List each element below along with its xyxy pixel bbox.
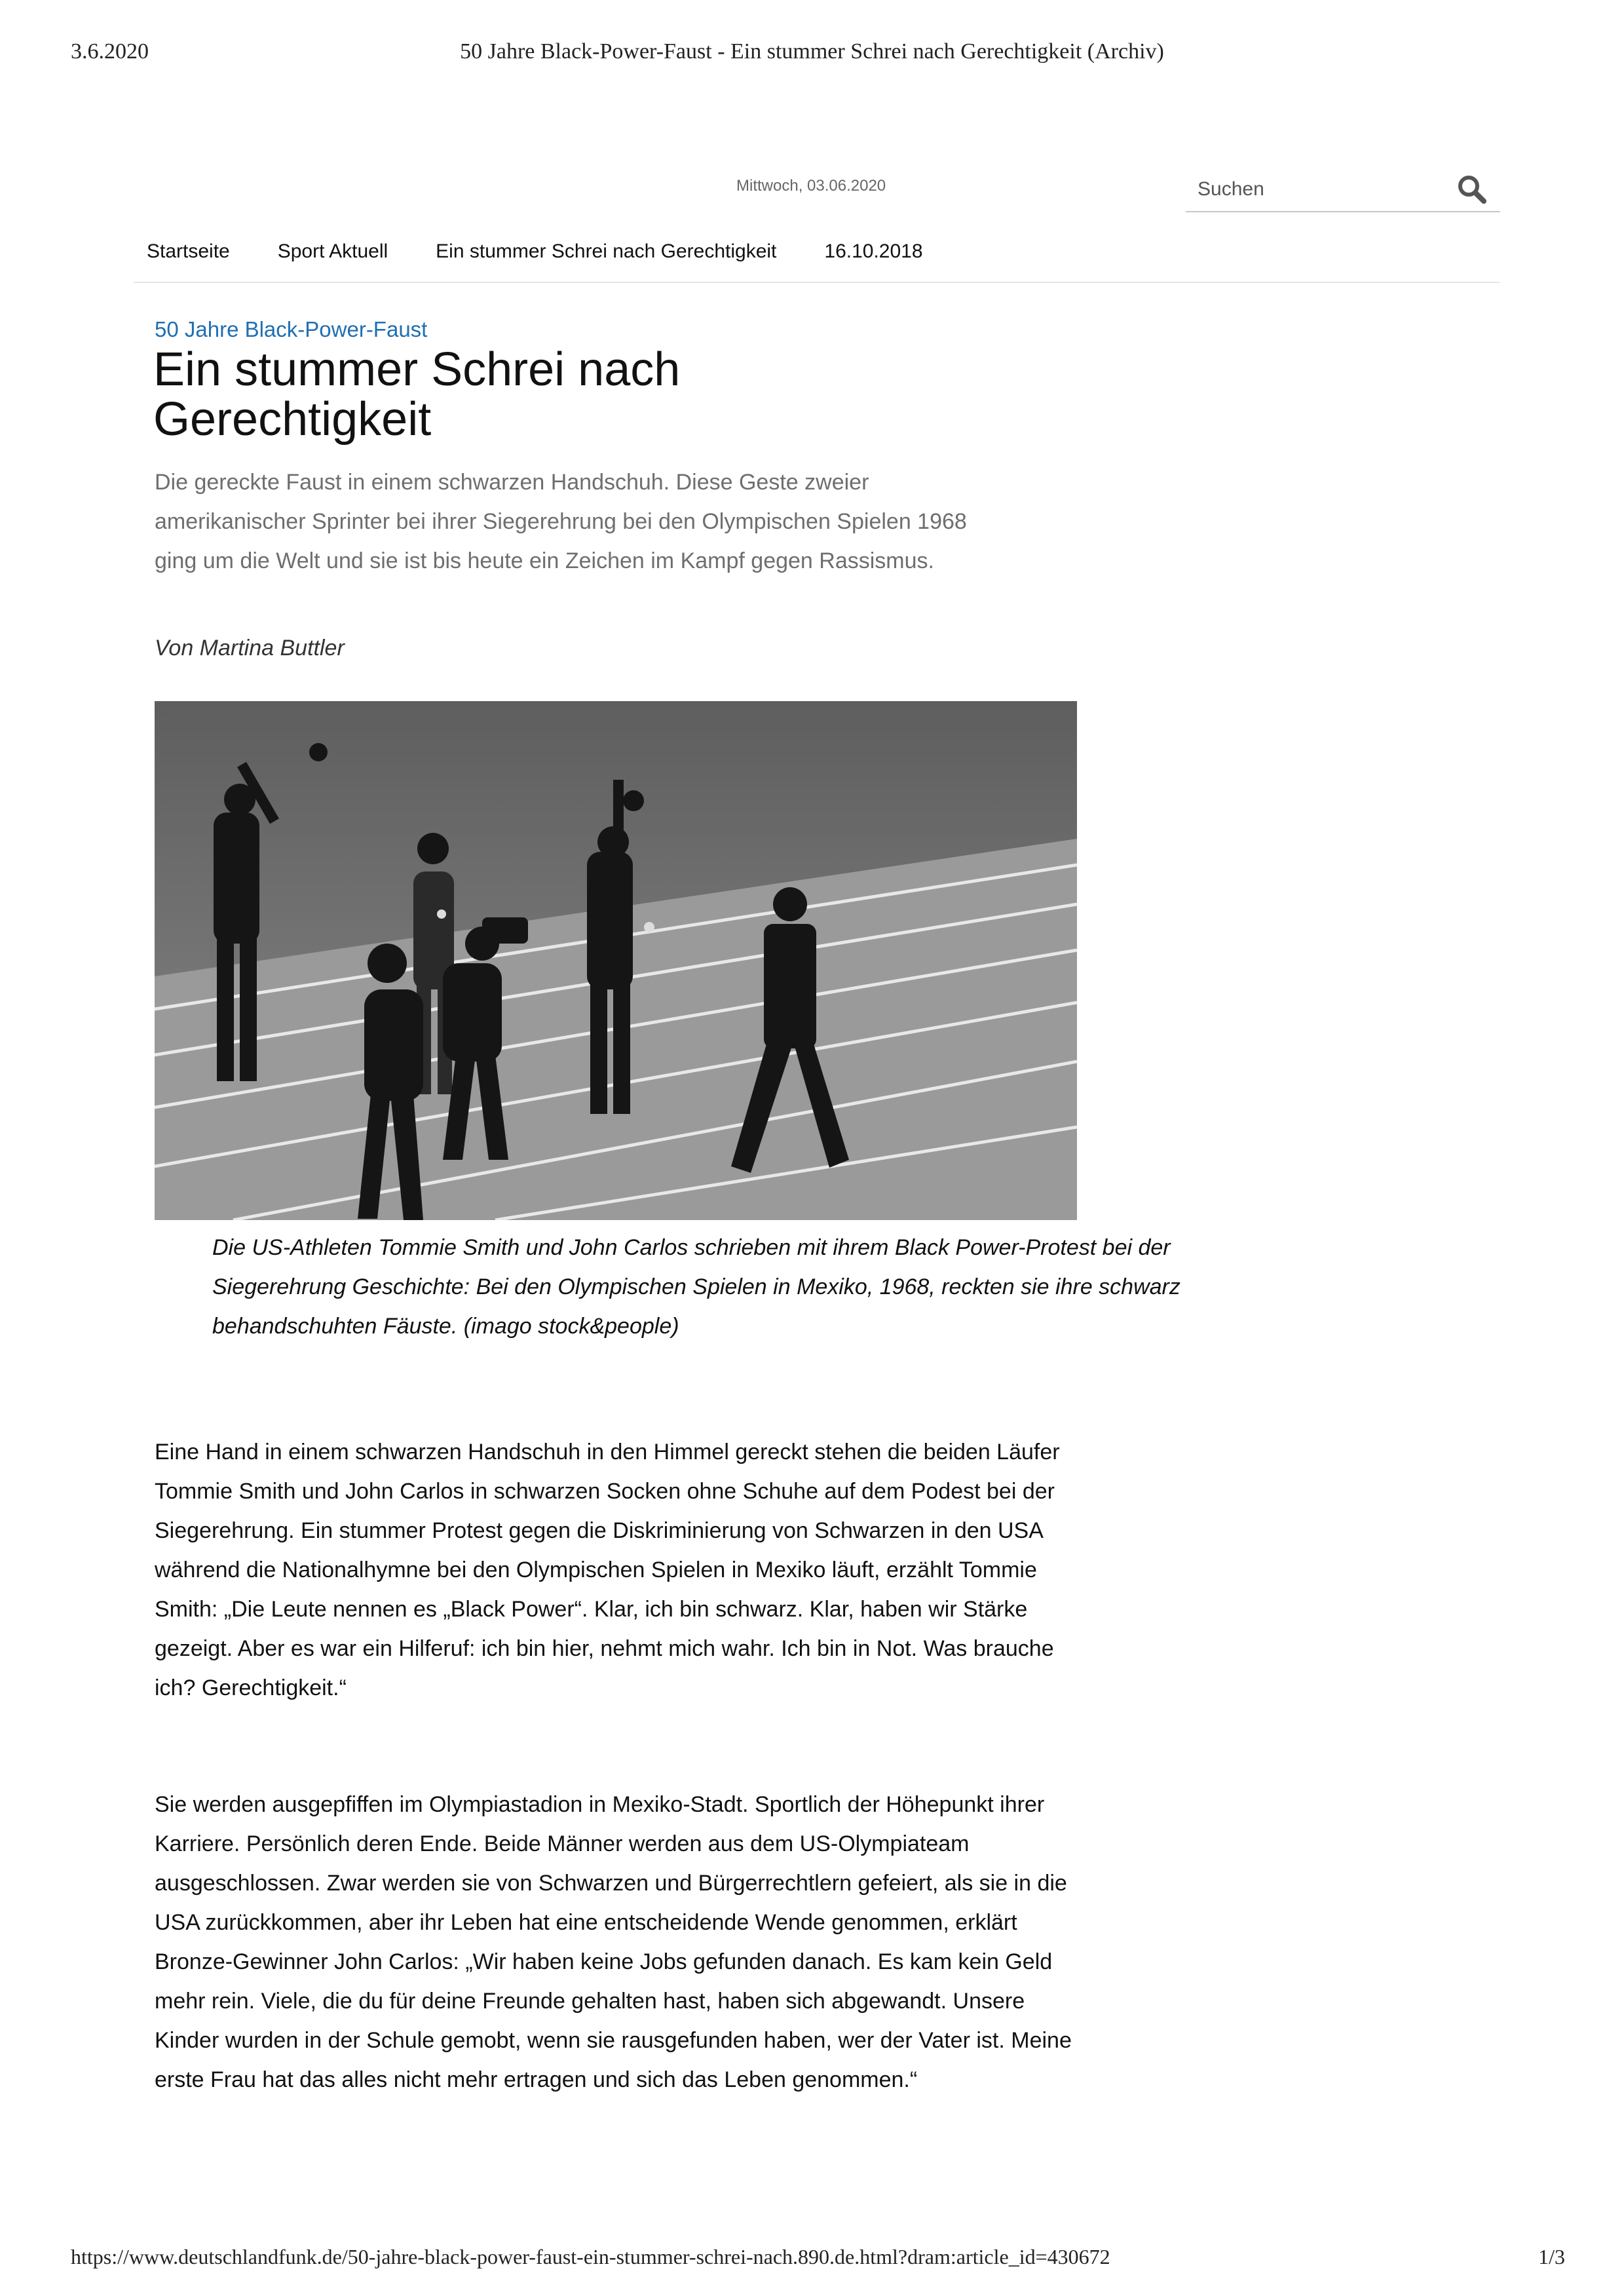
print-title: 50 Jahre Black-Power-Faust - Ein stummer Schrei nach Gerechtigkeit (Archiv) [460,39,1164,64]
breadcrumb-home[interactable]: Startseite [147,240,230,262]
breadcrumb [134,237,1500,283]
print-page-number: 1/3 [1538,2245,1565,2268]
article-teaser: Die gereckte Faust in einem schwarzen Handschuh. Diese Geste zweier amerikanischer Sprinter bei ihrer Siegerehrung bei den Olympischen Spielen 1968 ging um die Welt und sie ist bis heute ein Zeichen im Kampf gegen Rassismus. [155,470,967,573]
search-input[interactable] [1196,174,1435,204]
breadcrumb-date[interactable]: 16.10.2018 [824,240,923,262]
article-byline: Von Martina Buttler [155,636,345,660]
article-headline: Ein stummer Schrei nach Gerechtigkeit [153,343,681,446]
print-date: 3.6.2020 [71,39,149,64]
article-kicker: 50 Jahre Black-Power-Faust [155,317,428,341]
photo-illustration [155,701,1077,1220]
breadcrumb-article[interactable]: Ein stummer Schrei nach Gerechtigkeit [436,240,777,262]
breadcrumb-sport-aktuell[interactable]: Sport Aktuell [277,240,388,262]
current-date: Mittwoch, 03.06.2020 [736,177,886,195]
article-photo [155,701,1077,1220]
print-url: https://www.deutschlandfunk.de/50-jahre-black-power-faust-ein-stummer-schrei-nach.890.de.html?dram:article_id=430672 [71,2245,1110,2268]
photo-caption: Die US-Athleten Tommie Smith und John Carlos schrieben mit ihrem Black Power-Protest bei der Siegerehrung Geschichte: Bei den Olympischen Spielen in Mexiko, 1968, reckten sie ihre schwarz behandschuhten Fäuste. (imago stock&people) [212,1235,1180,1339]
search-bar [1186,166,1500,212]
search-icon[interactable] [1456,173,1488,206]
article-paragraph: Eine Hand in einem schwarzen Handschuh in den Himmel gereckt stehen die beiden Läufer Tommie Smith und John Carlos in schwarzen Socken ohne Schuhe auf dem Podest bei der Siegerehrung. Ein stummer Protest gegen die Diskriminierung von Schwarzen in den USA während die Nationalhymne bei den Olympischen Spielen in Mexiko läuft, erzählt Tommie Smith: „Die Leute nennen es „Black Power“. Klar, ich bin schwarz. Klar, haben wir Stärke gezeigt. Aber es war ein Hilferuf: ich bin hier, nehmt mich wahr. Ich bin in Not. Was brauche ich? Gerechtigkeit.“ [155,1440,1060,1700]
article-paragraph: Sie werden ausgepfiffen im Olympiastadion in Mexiko-Stadt. Sportlich der Höhepunkt ihrer Karriere. Persönlich deren Ende. Beide Männer werden aus dem US-Olympiateam ausgeschlossen. Zwar werden sie von Schwarzen und Bürgerrechtlern gefeiert, als sie in die USA zurückkommen, aber ihr Leben hat eine entscheidende Wende genommen, erklärt Bronze-Gewinner John Carlos: „Wir haben keine Jobs gefunden danach. Es kam kein Geld mehr rein. Viele, die du für deine Freunde gehalten hast, haben sich abgewandt. Unsere Kinder wurden in der Schule gemobt, wenn sie rausgefunden haben, wer der Vater ist. Meine erste Frau hat das alles nicht mehr ertragen und sich das Leben genommen.“ [155,1792,1072,2092]
